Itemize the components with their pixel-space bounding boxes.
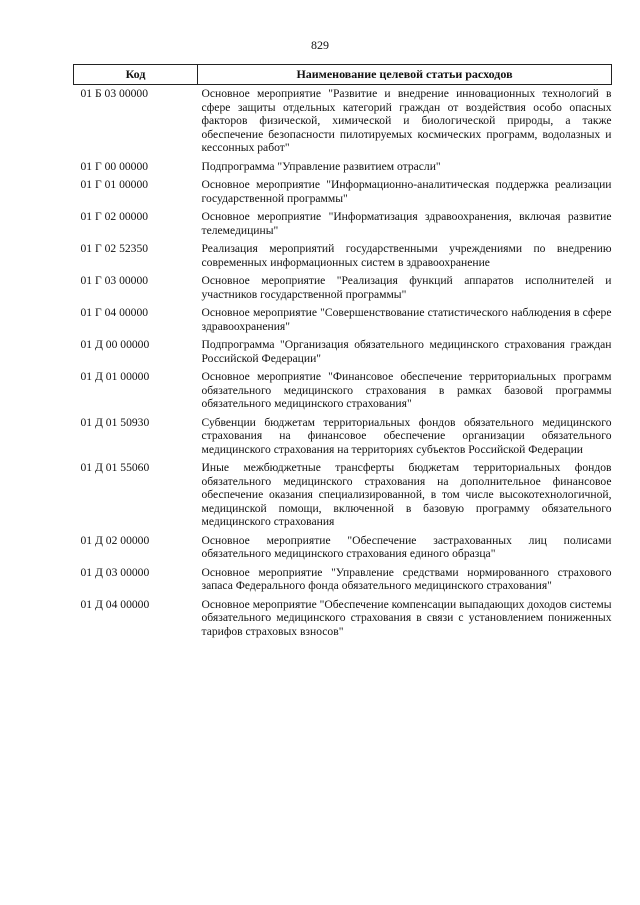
row-name: Подпрограмма "Управление развитием отрасли" [201, 159, 441, 173]
row-code: 01 Д 01 00000 [80, 370, 150, 383]
row-code: 01 Г 02 52350 [80, 242, 149, 255]
row-name: Основное мероприятие "Реализация функций аппаратов исполнителей и участников государственной программы" [201, 274, 612, 301]
table-body [74, 85, 612, 644]
table-row [74, 242, 612, 274]
table-row [74, 85, 612, 160]
table-row [74, 306, 612, 338]
row-name: Реализация мероприятий государственными учреждениями по внедрению современных информационных систем в здравоохранение [201, 242, 612, 269]
row-name: Основное мероприятие "Управление средствами нормированного страхового запаса Федерального фонда обязательного медицинского страхования" [201, 565, 612, 592]
row-code: 01 Д 00 00000 [80, 338, 150, 351]
table-row [74, 210, 612, 242]
budget-items-table [73, 64, 612, 643]
table-row [74, 598, 612, 644]
row-code: 01 Д 04 00000 [80, 597, 150, 611]
row-code: 01 Г 03 00000 [80, 274, 149, 287]
header-name: Наименование целевой статьи расходов [198, 65, 612, 85]
row-name: Подпрограмма "Организация обязательного медицинского страхования граждан Российской Федерации" [201, 338, 612, 365]
row-code: 01 Д 01 55060 [80, 461, 150, 474]
table-row [74, 534, 612, 566]
table-row [74, 178, 612, 210]
row-name: Основное мероприятие "Информатизация здравоохранения, включая развитие телемедицины" [201, 210, 612, 237]
row-name: Основное мероприятие "Развитие и внедрение инновационных технологий в сфере защиты отдельных категорий граждан от воздействия особо опасных факторов физической, химической и биологической природы, а также обеспечение безопасности пилотируемых космических программ, водолазных и кессонных работ" [201, 87, 612, 154]
header-code: Код [74, 65, 198, 85]
row-name: Субвенции бюджетам территориальных фондов обязательного медицинского страхования на финансовое обеспечение организации обязательного медицинского страхования на территориях субъектов Российской Федерации [201, 415, 612, 456]
row-name: Основное мероприятие "Информационно-аналитическая поддержка реализации государственной программы" [201, 178, 612, 205]
row-name: Основное мероприятие "Обеспечение застрахованных лиц полисами обязательного медицинского страхования единого образца" [201, 533, 612, 560]
row-code: 01 Г 00 00000 [80, 159, 149, 173]
row-code: 01 Д 03 00000 [80, 565, 150, 579]
table-row [74, 416, 612, 462]
table-row [74, 461, 612, 534]
row-name: Основное мероприятие "Обеспечение компенсации выпадающих доходов системы обязательного медицинского страхования в связи с установлением пониженных тарифов страховых взносов" [201, 597, 612, 638]
row-code: 01 Б 03 00000 [80, 87, 149, 100]
row-code: 01 Г 01 00000 [80, 178, 149, 191]
row-code: 01 Г 04 00000 [80, 306, 149, 319]
row-name: Иные межбюджетные трансферты бюджетам территориальных фондов обязательного медицинского страхования на дополнительное финансовое обеспечение оказания специализированной, в том числе высокотехнологичной, медицинской помощи, включенной в базовую программу обязательного медицинского страхования [201, 461, 612, 528]
table-header-row [74, 65, 612, 85]
table-row [74, 566, 612, 598]
table-row [74, 370, 612, 416]
row-name: Основное мероприятие "Совершенствование статистического наблюдения в сфере здравоохранения" [201, 306, 612, 333]
table-row [74, 338, 612, 370]
page-number: 829 [311, 38, 329, 52]
table-row [74, 160, 612, 179]
row-name: Основное мероприятие "Финансовое обеспечение территориальных программ обязательного медицинского страхования в рамках базовой программы обязательного медицинского страхования" [201, 370, 612, 410]
row-code: 01 Д 01 50930 [80, 415, 150, 429]
table-row [74, 274, 612, 306]
row-code: 01 Г 02 00000 [80, 210, 149, 223]
row-code: 01 Д 02 00000 [80, 533, 150, 547]
